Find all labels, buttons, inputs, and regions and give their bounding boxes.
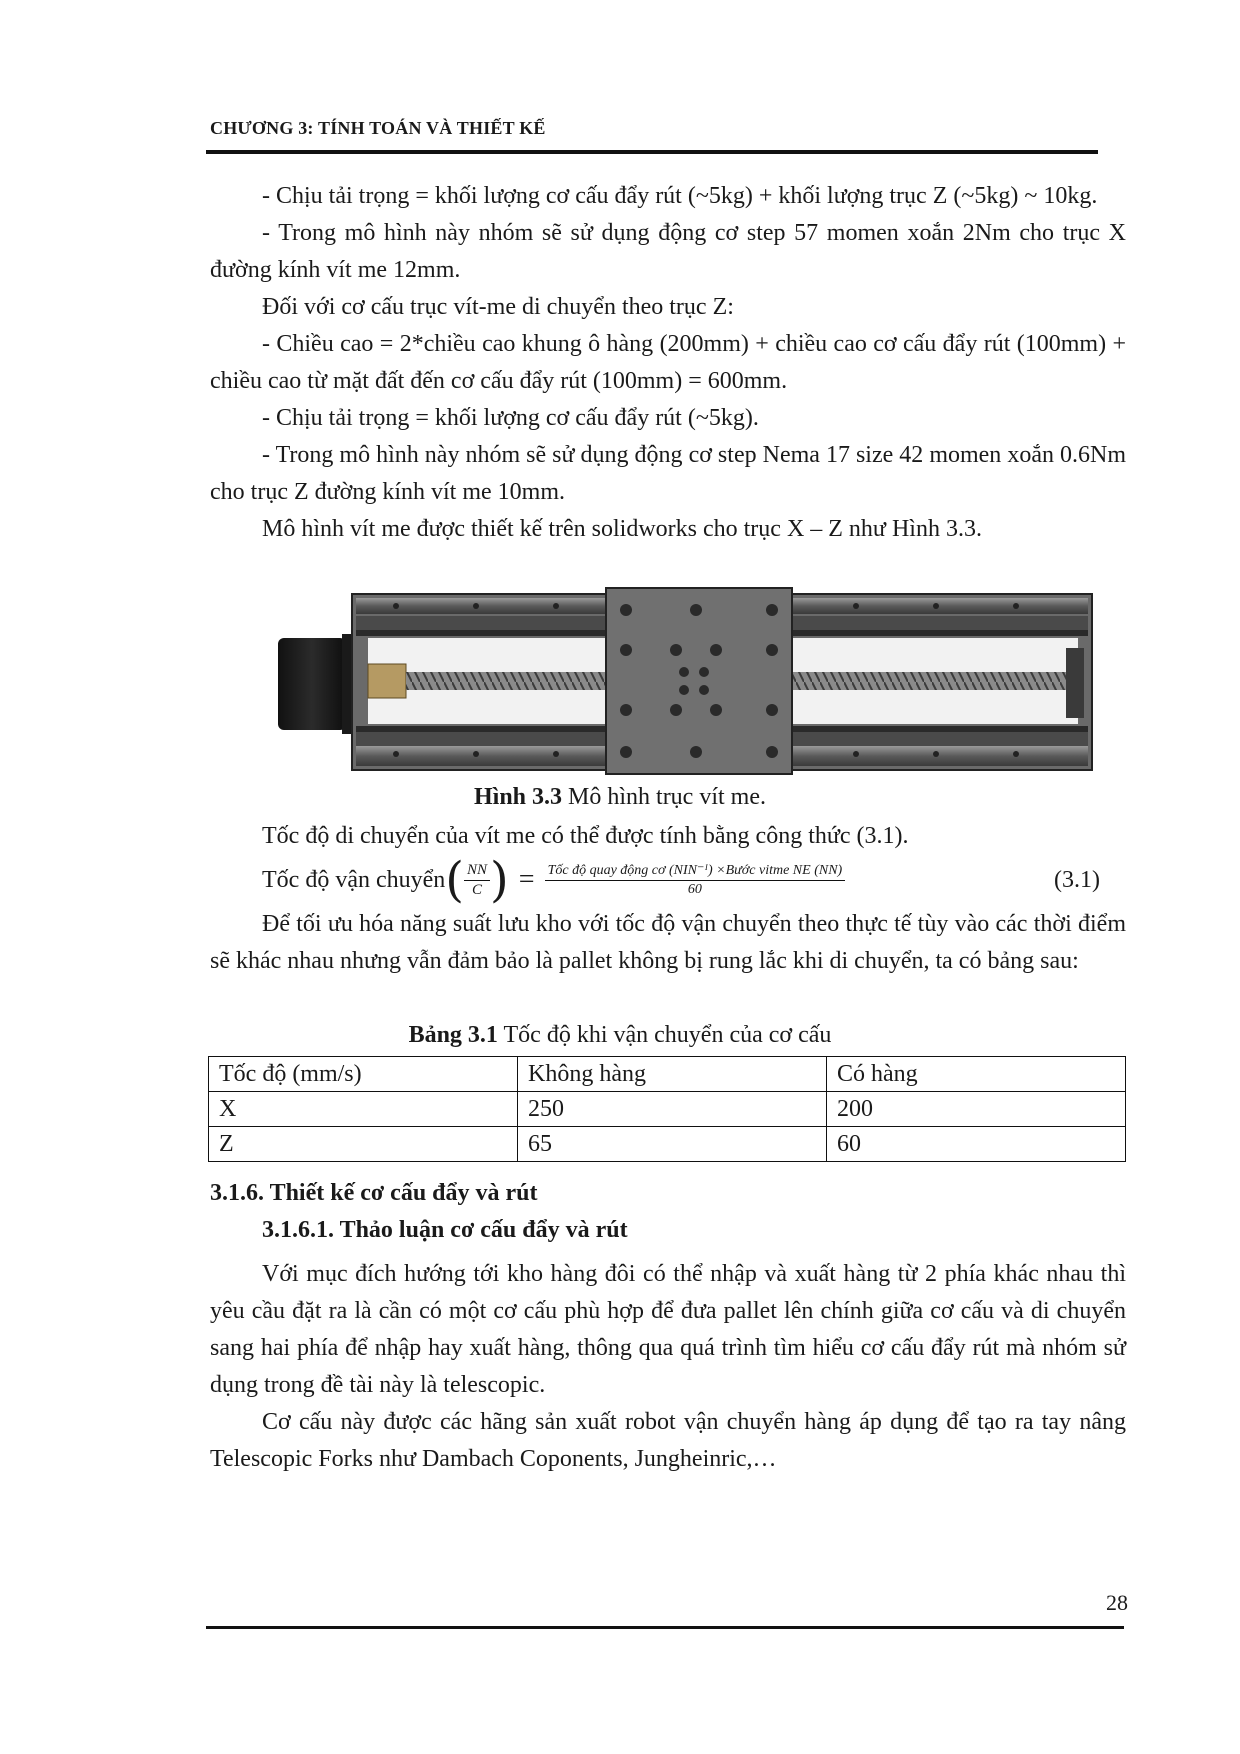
table-header-cell: Tốc độ (mm/s) bbox=[209, 1057, 518, 1092]
equals-sign: = bbox=[518, 864, 535, 895]
table-header-cell: Có hàng bbox=[827, 1057, 1126, 1092]
paragraph: Mô hình vít me được thiết kế trên solidworks cho trục X – Z như Hình 3.3. bbox=[262, 516, 982, 542]
formula-lhs-text: Tốc độ vận chuyển bbox=[262, 866, 446, 893]
open-paren: ( bbox=[445, 852, 465, 908]
paragraph: Để tối ưu hóa năng suất lưu kho với tốc độ vận chuyển theo thực tế tùy vào các thời điểm sẽ khác nhau nhưng vẫn đảm bảo là pallet không bị rung lắc khi di chuyển, ta có bảng sau: bbox=[210, 911, 1126, 974]
paragraph: - Trong mô hình này nhóm sẽ sử dụng động cơ step 57 momen xoắn 2Nm cho trục X đường kính vít me 12mm. bbox=[210, 220, 1126, 283]
lead-screw-figure bbox=[276, 586, 1096, 776]
body-text-top bbox=[210, 178, 1126, 548]
table-cell: 200 bbox=[827, 1092, 1126, 1127]
table-header-row bbox=[209, 1057, 1126, 1092]
table-cell: Z bbox=[209, 1127, 518, 1162]
footer-divider bbox=[206, 1626, 1124, 1629]
paragraph: Với mục đích hướng tới kho hàng đôi có thể nhập và xuất hàng từ 2 phía khác nhau thì yêu cầu đặt ra là cần có một cơ cấu phù hợp để đưa pallet lên chính giữa cơ cấu và di chuyển sang hai phía để nhập hay xuất hàng, thông qua quá trình tìm hiểu cơ cấu đẩy rút mà nhóm sử dụng trong đề tài này là telescopic. bbox=[210, 1261, 1126, 1398]
lhs-numerator: NN bbox=[464, 862, 490, 881]
figure-caption bbox=[0, 784, 1240, 811]
table-caption-label: Bảng 3.1 bbox=[408, 1022, 498, 1048]
header-divider bbox=[206, 150, 1098, 154]
table-caption bbox=[0, 1022, 1240, 1049]
table-intro-block bbox=[210, 906, 1126, 980]
speed-table bbox=[208, 1056, 1126, 1162]
table-cell: 250 bbox=[518, 1092, 827, 1127]
table-cell: 65 bbox=[518, 1127, 827, 1162]
chapter-header: CHƯƠNG 3: TÍNH TOÁN VÀ THIẾT KẾ bbox=[210, 118, 546, 138]
paragraph: - Chịu tải trọng = khối lượng cơ cấu đẩy rút (~5kg) + khối lượng trục Z (~5kg) ~ 10kg. bbox=[262, 183, 1098, 209]
rhs-denominator: 60 bbox=[687, 882, 702, 897]
paragraph: - Chịu tải trọng = khối lượng cơ cấu đẩy rút (~5kg). bbox=[262, 405, 759, 431]
table-header-cell: Không hàng bbox=[518, 1057, 827, 1092]
formula-lhs-fraction bbox=[464, 862, 490, 899]
subsection-heading: 3.1.6.1. Thảo luận cơ cấu đẩy và rút bbox=[262, 1217, 628, 1243]
table-cell: 60 bbox=[827, 1127, 1126, 1162]
table-caption-text: Tốc độ khi vận chuyển của cơ cấu bbox=[497, 1022, 832, 1048]
paragraph: Cơ cấu này được các hãng sản xuất robot vận chuyển hàng áp dụng để tạo ra tay nâng Telescopic Forks như Dambach Coponents, Jungheinric,… bbox=[210, 1409, 1126, 1472]
paragraph: - Chiều cao = 2*chiều cao khung ô hàng (200mm) + chiều cao cơ cấu đẩy rút (100mm) + chiều cao từ mặt đất đến cơ cấu đẩy rút (100mm) = 600mm. bbox=[210, 331, 1126, 394]
lhs-denominator: C bbox=[472, 881, 483, 898]
paragraph: - Trong mô hình này nhóm sẽ sử dụng động cơ step Nema 17 size 42 momen xoắn 0.6Nm cho trục Z đường kính vít me 10mm. bbox=[210, 442, 1126, 505]
formula-intro: Tốc độ di chuyển của vít me có thể được tính bằng công thức (3.1). bbox=[262, 823, 909, 849]
formula-rhs-fraction bbox=[545, 862, 846, 898]
rhs-numerator: Tốc độ quay động cơ (NIN⁻ᴵ) ×Bước vitme NE (NN) bbox=[545, 862, 846, 881]
equation-number: (3.1) bbox=[1054, 866, 1100, 893]
table-cell: X bbox=[209, 1092, 518, 1127]
table-row bbox=[209, 1092, 1126, 1127]
figure-caption-label: Hình 3.3 bbox=[473, 784, 563, 810]
section-body bbox=[210, 1256, 1126, 1478]
formula-3-1 bbox=[262, 852, 1122, 908]
page-number: 28 bbox=[1106, 1590, 1128, 1615]
paragraph: Đối với cơ cấu trục vít-me di chuyển theo trục Z: bbox=[262, 294, 734, 320]
stepper-motor bbox=[278, 638, 346, 730]
formula-intro-block bbox=[210, 818, 1126, 855]
section-heading: 3.1.6. Thiết kế cơ cấu đẩy và rút bbox=[210, 1180, 538, 1206]
table-row bbox=[209, 1127, 1126, 1162]
figure-caption-text: Mô hình trục vít me. bbox=[562, 784, 766, 810]
close-paren: ) bbox=[490, 852, 509, 908]
